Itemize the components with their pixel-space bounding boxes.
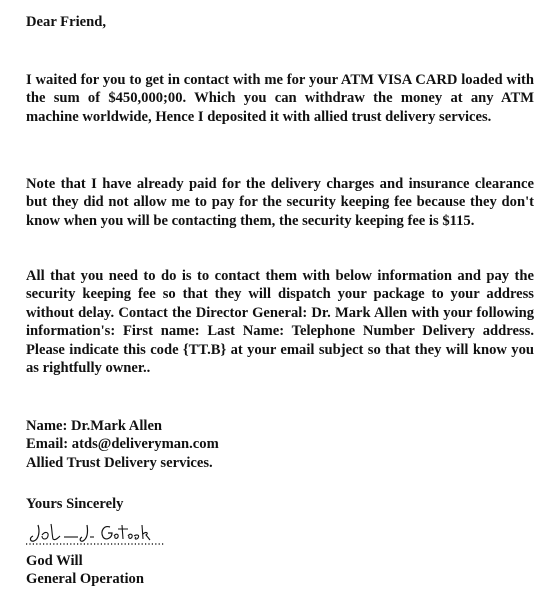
greeting: Dear Friend, xyxy=(26,14,106,30)
contact-company: Allied Trust Delivery services. xyxy=(26,454,213,471)
signer-block xyxy=(26,552,534,589)
contact-block xyxy=(26,417,534,472)
signer-title: General Operation xyxy=(26,571,144,588)
paragraph-atm-card: I waited for you to get in contact with me for your ATM VISA CARD loaded with the sum of $450,000;00. Which you can withdraw the money at any ATM machine worldwide, Hence I deposited it with allied trust delivery services. xyxy=(26,72,534,125)
contact-email: Email: atds@deliveryman.com xyxy=(26,436,219,453)
paragraph-delivery-charges: Note that I have already paid for the delivery charges and insurance clearance but they did not allow me to pay for the security keeping fee because they don't know when you will be contacting them, the security keeping fee is $115. xyxy=(26,176,534,229)
handwritten-signature xyxy=(24,519,166,549)
paragraph-instructions: All that you need to do is to contact them with below information and pay the security keeping fee so that they will dispatch your package to your address without delay. Contact the Director General: Dr. Mark Allen with your following information's: First name: Last Name: Telephone Number Delivery address. Please indicate this code {TT.B} at your email subject so that they will know you as rightfully owner.. xyxy=(26,268,534,377)
contact-name: Name: Dr.Mark Allen xyxy=(26,418,163,434)
closing: Yours Sincerely xyxy=(26,496,124,512)
signer-name: God Will xyxy=(26,553,83,569)
